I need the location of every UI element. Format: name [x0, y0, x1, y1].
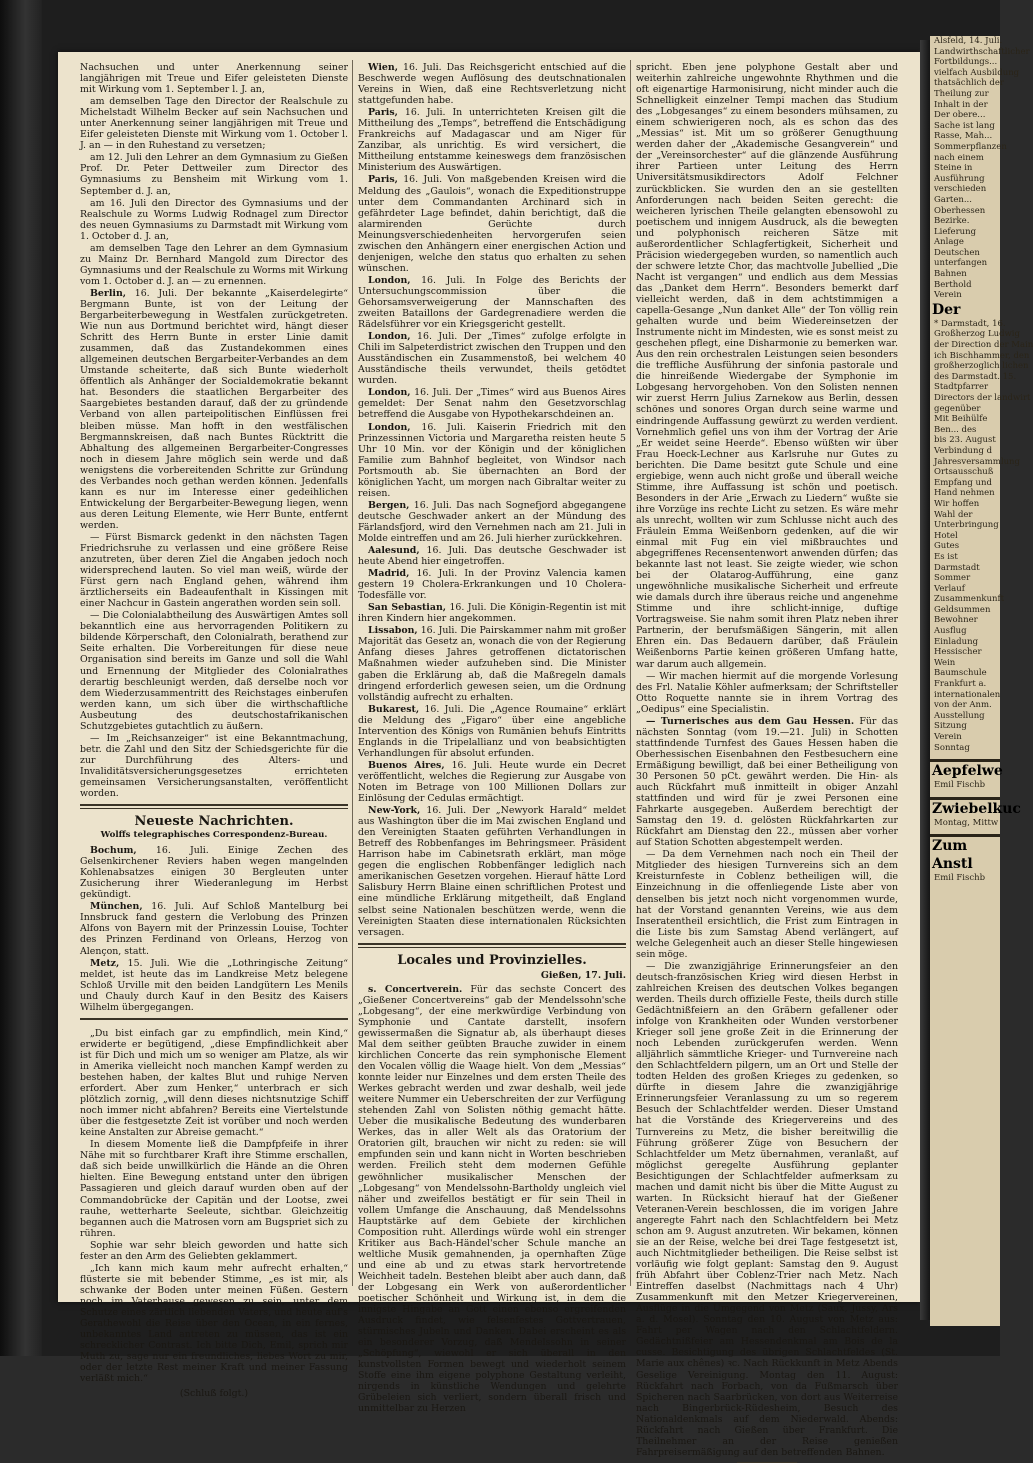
dateline-place: Berlin, [90, 287, 127, 299]
adjacent-page-text [930, 573, 1005, 753]
adjacent-page-line: Verein [934, 290, 962, 301]
section-rule [80, 804, 348, 806]
adjacent-page-line: Mit Beihülfe [934, 414, 988, 425]
advert-title: Zum Anstl [932, 838, 973, 873]
adjacent-page-line: Verlauf [934, 583, 965, 594]
continuation-note: (Schluß folgt.) [179, 1388, 249, 1400]
news-item [80, 901, 348, 956]
adjacent-page-line: Fortbildungs... [934, 57, 998, 68]
news-item [358, 275, 626, 330]
advert [930, 834, 1000, 884]
adjacent-page-line: Ausführung [934, 173, 985, 184]
news-item [358, 568, 626, 601]
paragraph: — Im „Reichsanzeiger“ ist eine Bekanntmachung, betr. die Zahl und den Sitz der Schiedsgerichte für die zur Durchführung des Alters- und Invaliditätsversicherungsgesetzes errichteten gemeinsamen Versicherungsanstalten, veröffentlicht worden. [80, 732, 348, 800]
section-rule [358, 943, 626, 945]
news-item [80, 958, 348, 1013]
adjacent-page-line: Hand nehmen [934, 488, 995, 499]
news-item [358, 760, 626, 804]
adjacent-page-line: Inhalt in der [934, 99, 988, 110]
section-title: Neueste Nachrichten. [134, 814, 294, 830]
article-text: Für das nächsten Sonntag (vom 19.—21. Juli) in Schotten stattfindende Turnfest des Gaues Hessen haben die Oberhessischen Eisenbahnen den Festbesuchern eine Ermäßigung bewilligt, daß bei einer Betheiligung von 30 Personen 50 pCt. gewährt werden. Die Hin- als auch Rückfahrt muß inmitteilt in obiger Anzahl stattfinden und wird für je zwei Personen eine Fahrkarte ausgegeben. Außerdem berechtigt der Samstag den 19. d. gelösten Rückfahrkarten zur Rückfahrt am Dienstag den 22., müssen aber vorher auf Station Schotten abgestempelt werden. [636, 715, 899, 849]
adjacent-page-line: Großherzog Ludwig [934, 329, 1020, 340]
dateline-place: Paris, [368, 174, 398, 186]
advert-line: Montag, Mittw [934, 817, 999, 828]
adjacent-page-line: Zusammenkunft [934, 594, 1005, 605]
dateline-place: New-York, [368, 805, 421, 817]
adjacent-page-line: Hotel [934, 530, 958, 541]
adjacent-page-line: Theilung zur [934, 88, 989, 99]
adjacent-page-line: Gutes [934, 541, 960, 552]
news-item-berlin [80, 288, 348, 531]
dateline-place: London, [368, 274, 411, 286]
news-text: 16. Juli. Kaiserin Friedrich mit den Prinzessinnen Victoria und Margaretha reisten heute 5 Uhr 10 Min. vor der Königin und der königlichen Familie zum Bahnhof begleitet, von Windsor nach Portsmouth ab. Sie übernachten an Bord der königlichen Yacht, um morgen nach Gibraltar weiter zu reisen. [358, 421, 626, 499]
column-left [80, 62, 349, 1400]
book-binding [0, 0, 42, 1356]
news-text: 16. Juli. Der „Times“ zufolge erfolgte in Chili im Salpeterdistrict zwischen den Truppen und den Ausständischen ein Zusammenstoß, bei welchem 40 Ausständische theils verwundet, theils getödtet wurden. [358, 331, 626, 387]
news-item [358, 602, 626, 624]
adjacent-page-line: Jahresversammlung [934, 456, 1020, 467]
dateline-place: Bochum, [90, 845, 137, 857]
paragraph: am demselben Tage den Lehrer an dem Gymnasium zu Mainz Dr. Bernhard Mangold zum Director des Gymnasiums und der Realschule zu Worms mit Wirkung vom 1. October d. J. an — zu ernennen. [80, 242, 348, 287]
adjacent-page-line: internationalen [934, 689, 1001, 700]
adjacent-page-line: gegenüber [934, 403, 981, 414]
adjacent-page-line: Empfang und [934, 477, 992, 488]
adjacent-page-line: Rasse, Mah... [934, 131, 993, 142]
paragraph: — Die Colonialabtheilung des Auswärtigen Amtes soll bekanntlich eine aus hervorragenden Politikern zu bildende Körperschaft, den Colonialrath, berathend zur Seite erhalten. Die Vorbereitungen für diese neue Organisation sind bereits im Ganze und soll die Wahl und Ernennung der Mitglieder des Colonialrathes derartig beschleunigt werden, daß derselbe noch vor dem Wiederzusammentritt des Reichstages einberufen werden kann, um sich über die wirthschaftliche Ausbeutung des deutschostafrikanischen Schutzgebietes gutachtlich zu äußern. [80, 610, 348, 732]
advert [930, 797, 1021, 829]
news-item [358, 500, 626, 544]
dateline-place: Madrid, [368, 568, 410, 580]
news-item [358, 625, 626, 702]
adjacent-page-line: von der Anm. [934, 700, 992, 711]
dateline-place: Bukarest, [368, 703, 420, 715]
adjacent-page-line: Deutschen [934, 247, 980, 258]
adjacent-page-edge [930, 36, 1033, 1326]
adjacent-page-line: Es ist [934, 551, 958, 562]
adjacent-page-line: * Darmstadt, 16. [934, 318, 1006, 329]
dateline-place: Aalesund, [368, 545, 420, 557]
news-text: 16. Juli. In Folge des Berichts der Untersuchungscommission über die Gehorsamsverweigerung der Mannschaften des zweiten Bataillons der Gardegrenadiere werden die Rädelsführer vor ein Kriegsgericht gestellt. [358, 274, 626, 331]
news-text: 16. Juli. Die Königin-Regentin ist mit ihren Kindern hier angekommen. [358, 602, 627, 625]
paragraph: Nachsuchen und unter Anerkennung seiner langjährigen mit Treue und Eifer geleisteten Dienste mit Wirkung vom 1. September l. J. an, [80, 62, 348, 96]
adjacent-page-line: vielfach Ausbildung [934, 67, 1020, 78]
news-text: 16. Juli. Die Pairskammer nahm mit großer Majorität das Gesetz an, wonach die von der Regierung Anfang dieses Jahres getroffenen dictatorischen Maßnahmen wieder aufzuheben sind. Die Minister gaben die Erklärung ab, daß die Maßregeln damals dringend erforderlich gewesen seien, um die Ordnung vollständig aufrecht zu erhalten. [358, 625, 626, 703]
adjacent-page-line: Ausflug [934, 626, 967, 637]
adjacent-page-line: Der obere... [934, 110, 986, 121]
adjacent-page-line: Berthold [934, 279, 972, 290]
adjacent-page-text [930, 318, 1033, 573]
news-text: 16. Juli. Das Reichsgericht entschied auf die Beschwerde wegen Auflösung des deutschnationalen Vereins in Wien, daß eine Rechtsverletzung nicht stattgefunden habe. [358, 62, 626, 107]
adjacent-page-line: Sommerpflanzen [934, 141, 1007, 152]
news-text: 16. Juli. Von maßgebenden Kreisen wird die Meldung des „Gaulois“, wonach die Expeditionstruppe unter dem Commandanten Archinard sich in gefährdeter Lage befindet, dahin berichtigt, daß die alarmirenden Gerüchte durch Meinungsverschiedenheiten hervorgerufen seien zwischen den Anhängern einer energischen Action und denjenigen, welche den status quo erhalten zu sehen wünschen. [358, 174, 626, 274]
paragraph: am 16. Juli den Director des Gymnasiums und der Realschule zu Worms Ludwig Rodnagel zum Director des neuen Gymnasiums zu Darmstadt mit Wirkung vom 1. October d. J. an, [80, 197, 348, 242]
column-rule [630, 60, 631, 1286]
adjacent-page-line: der Direction der Main [934, 340, 1033, 351]
adjacent-page-line: Oberhessen [934, 205, 986, 216]
paragraph: — Fürst Bismarck gedenkt in den nächsten Tagen Friedrichsruhe zu verlassen und eine größere Reise anzutreten, über deren Ziel die Angaben jedoch noch widersprechend lauten. So viel man weiß, würde der Fürst gern nach England gehen, während ihm ärztlicherseits ein Badeaufenthalt in Kissingen mit einer Nachcur in Gastein angerathen worden sein soll. [80, 531, 348, 610]
adjacent-page-line: Bezirke. [934, 216, 970, 227]
dateline-place: London, [368, 331, 411, 343]
dateline-place: London, [368, 421, 411, 433]
adjacent-page-line: Verbindung d [934, 445, 993, 456]
adjacent-page-line: Sitzung [934, 721, 967, 732]
news-text: 16. Juli. Auf Schloß Mantelburg bei Innsbruck fand gestern die Verlobung des Prinzen Alfons von Bayern mit der Prinzessin Louise, Tochter des Prinzen Ferdinand von Orleans, Herzog von Alençon, statt. [80, 901, 348, 957]
paragraph: — Die zwanzigjährige Erinnerungsfeier an den deutsch-französischen Krieg wird diesen Herbst in zahlreichen Kreisen des deutschen Volkes begangen werden. Theils durch offizielle Feste, theils durch stille Gedächtnißfeiern an den Gräbern gefallener oder infolge von Krankheiten oder Wunden verstorbener Krieger soll jene große Zeit in die Erinnerung der noch Lebenden zurückgerufen werden. Wenn alljährlich sämmtliche Krieger- und Turnvereine nach den Schlachtfeldern pilgern, um an Ort und Stelle der todten Helden des großen Krieges zu gedenken, so dürfte in diesem Jahre die zwanzigjährige Erinnerungsfeier Veranlassung zu um so regerem Besuch der Schlachtfelder werden. Dieser Umstand hat die Vorstände des Kriegervereins und des Turnvereins zu Metz, die bisher bereitwillig die Führung größerer Züge von Besuchern der Schlachtfelder um Metz übernahmen, veranlaßt, auf möglichst geregelte Ausführung geplanter Besichtigungen der Schlachtfelder aufmerksam zu machen und damit nicht bis über die Mitte August zu warten. In Rücksicht hierauf hat der Gießener Veteranen-Verein beschlossen, die im vorigen Jahre angeregte Fahrt nach den Schlachtfeldern bei Metz schon am 9. August anzutreten. Wir bekamen, können sie an der Reise, welche bei drei Tage festgesetzt ist, auch Nichtmitglieder betheiligen. Die Reise selbst ist vorläufig wie folgt geplant: Samstag den 9. August früh Abfahrt über Coblenz-Trier nach Metz. Nach Eintreffen daselbst (Nachmittags nach 4 Uhr) Zusammenkunft mit den Metzer Kriegervereinen, Ausflüge in die Umgegend von Metz (Saux, Jussy, Ars a. d. Mosel). Sonntag den 10. August von Metz aus: Fahrt per Wagen nach den Schlachtfeldern. Gedächtnißfeier am Hessendenkmal am Bois de la cusse. Besichtigung des übrigen Schlachtfeldes (St. Marie aux chênes) ꝛc. Nach Rückkunft in Metz Abends Geselige Vereinigung. Montag den 11. August: Rückfahrt nach Forbach, von da Fußmarsch über Spicheren nach Saarbrücken, von dort aus Weiterreise nach Bingerbrück-Rüdesheim, Besuch des Nationaldenkmals auf dem Niederwald. Abends: Rückfahrt nach Gießen über Frankfurt. Die Theilnehmer an der Reise genießen Fahrpreisermäßigung auf den betreffenden Bahnen. [636, 960, 899, 1458]
advert [930, 759, 1003, 791]
news-text: 16. Juli. Das deutsche Geschwader ist heute Abend hier eingetroffen. [358, 545, 626, 568]
adjacent-page-line: nach einem [934, 152, 984, 163]
news-text: 16. Juli. Der „Newyork Harald“ meldet aus Washington über die im Mai zwischen England und den Vereinigten Staaten geführten Verhandlungen in Betreff des Robbenfanges im Behringsmeer. Präsident Harrison habe im Cabinetsrath erklärt, man möge gegen die englischen Robbenfänger lediglich nach amerikanischen Gesetzen vorgehen. Hierauf hätte Lord Salisbury Herrn Blaine einen schriftlichen Protest und eine mündliche Erklärung mitgetheilt, daß England selbst seine Nationalen beschützen werde, wenn die Vereinigten Staaten diese internationalen Rücksichten versagen. [358, 805, 626, 938]
news-item [358, 107, 626, 173]
adjacent-page-line: Wir hoffen [934, 498, 980, 509]
adjacent-page-heading: Der [932, 301, 961, 318]
adjacent-page-line: Ausstellung [934, 710, 985, 721]
article-head: s. Concertverein. [368, 983, 463, 995]
adjacent-page-line: Sonntag [934, 742, 970, 753]
section-rule [80, 1018, 348, 1020]
article-concert [358, 984, 626, 1415]
adjacent-page-line: Verein [934, 732, 962, 742]
paragraph: spricht. Eben jene polyphone Gestalt aber und weiterhin zahlreiche ungewohnte Rhythmen und die oft eigenartige Harmonisirung, nicht minder auch die Schnelligkeit einzelner Tempi machen das Studium des „Lobgesanges“ zu einem besonders mühsamen, zu einem schwierigeren noch, als es schon das des „Messias“ ist. Mit um so größerer Genugthuung werden daher der „Akademische Gesangverein“ und der „Vereinsorchester“ auf die glänzende Ausführung ihrer Partieen unter Leitung des Herrn Universitätsmusikdirectors Adolf Felchner zurückblicken. Sie wurden den an sie gestellten Anforderungen nach beiden Seiten gerecht: die weicheren lyrischen Theile gelangten ebensowohl zu poetischem und innigem Ausdruck, als die bewegten und polyphonisch reicheren Sätze mit außerordentlicher Schlagfertigkeit, Sicherheit und Präcision wiedergegeben wurden, so namentlich auch der schwere letzte Chor, das machtvolle Jubellied „Die Nacht ist vergangen“ und endlich aus dem Messias das „Danket dem Herrn“. Besonders bemerkt darf vielleicht werden, daß in dem achtstimmigen a capella-Gesange „Nun danket Alle“ der Ton völlig rein gehalten wurde und beim Wiedereinsetzen der Instrumente nicht im Mindesten, wie es sonst meist zu geschehen pflegt, eine Disharmonie zu bemerken war. Aus den rein orchestralen Leistungen seien besonders die treffliche Ausführung der sinfonia pastorale und die hinreißende Wiedergabe der Symphonie im Lobgesang hervorgehoben. Von den Solisten nennen wir zuerst Herrn Julius Zarnekow aus Berlin, dessen schönes und sonores Organ durch seine warme und eindringende Auffassung gewürzt zu werden verdient. Vornehmlich gefiel uns von ihm der Vortrag der Arie „Er weidet seine Heerde“. Ebenso wüßten wir über Frau Hoeck-Lechner aus Karlsruhe nur Gutes zu berichten. Die Dame besitzt gute Schule und eine ergiebige, wenn auch nicht große und überall weiche Stimme, ihre Auffassung ist schön und poetisch. Besonders in der Arie „Erwach zu Liedern“ wußte sie ihre Vorzüge ins rechte Licht zu setzen. Es wäre mehr als unrecht, wollten wir zum Schlusse nicht auch des Fräulein Emma Weißenborn gedenken, auf die wir einmal mit Fug ein viel mißbrauchtes und abgegriffenes Recensentenwort anwenden dürfen; das bekannte last not least. Sie zeigte wieder, wie schon bei der Olatarog-Aufführung, eine ganz ungewöhnliche musikalische Sicherheit und erfreute wie damals durch ihre überaus reiche und angenehme Stimme und ihre schlicht-innige, duftige Vortragsweise. Sie nahm somit ihren Platz neben ihrer Partnerin, der berufsmäßigen Sängerin, mit allen Ehren ein. Das Bedauern darüber, daß Fräulein Weißenborns Partie keinen größeren Umfang hatte, war darum auch allgemein. [636, 62, 898, 670]
page-gutter [920, 40, 930, 1320]
dateline-place: London, [368, 387, 411, 399]
section-title: Locales und Provinzielles. [397, 952, 587, 968]
adjacent-page-line: Landwirthschaftlicher [934, 46, 1030, 57]
newspaper-page [58, 52, 920, 1458]
news-item [80, 845, 348, 900]
adjacent-page-line: Alsfeld, 14. Juli. [934, 36, 1003, 46]
adjacent-page-line: Hessischer [934, 647, 982, 658]
story-paragraph: Sophie war sehr bleich geworden und hatte sich fester an den Arm des Geliebten geklammert. [80, 1239, 348, 1262]
column-middle [358, 62, 627, 1415]
article-turnen [636, 716, 898, 849]
news-item [358, 704, 626, 759]
adjacent-page-line: thatsächlich der [934, 78, 1004, 89]
advert-title: Aepfelwe [932, 763, 1003, 780]
paragraph: — Da dem Vernehmen nach noch ein Theil der Mitglieder des hiesigen Turnvereins sich an dem Kreisturnfeste in Coblenz betheiligen will, die Einzeichnung in die offenliegende Liste aber von denselben bis jetzt noch nicht vorgenommen wurde, hat der Vorstand genannten Vereins, wie aus dem Inseratentheil ersichtlich, die Frist zum Eintragen in die Liste bis zum Samstag Abend verlängert, auf welche Gelegenheit auch an dieser Stelle hingewiesen sein möge. [636, 849, 898, 960]
news-text: 16. Juli. In der Provinz Valencia kamen gestern 19 Cholera-Erkrankungen und 10 Cholera-Todesfälle vor. [358, 568, 626, 602]
dateline-place: Paris, [368, 107, 398, 119]
adjacent-page-line: bis 23. August [934, 435, 996, 446]
section-rule [80, 808, 348, 809]
paragraph: am demselben Tage den Director der Realschule zu Michelstadt Wilhelm Becker auf sein Nachsuchen und unter Anerkennung seiner langjährigen mit Treue und Eifer geleisteten Dienste mit Wirkung vom 1. October l. J. an — in den Ruhestand zu versetzen; [80, 96, 348, 152]
adjacent-page-line: Steine in [934, 163, 973, 174]
dateline-place: San Sebastian, [368, 602, 447, 614]
adjacent-page-line: Ben... des [934, 424, 977, 435]
advert-line: Emil Fischb [934, 780, 986, 791]
article-head: — Turnerisches aus dem Gau Hessen. [646, 715, 855, 727]
adjacent-page-line: Bewohner [934, 615, 978, 626]
advert-title: Zwiebelkuc [932, 800, 1021, 817]
dateline-place: Lissabon, [368, 625, 418, 637]
adjacent-page-line: Darmstadt [934, 562, 980, 573]
adjacent-page-line: Lieferung [934, 226, 977, 237]
adjacent-page-line: Unterbringung [934, 520, 999, 531]
news-text: 16. Juli. Das nach Sognefjord abgegangene deutsche Geschwader ankert an der Mündung des Färlandsfjord, wird den Vernehmen nach am 21. Juli in Molde eintreffen und am 26. Juli hierher zurückkehren. [358, 499, 627, 544]
dateline: Gießen, 17. Juli. [540, 969, 626, 981]
dateline-place: München, [90, 901, 143, 913]
story-paragraph: „Ich kann mich kaum mehr aufrecht erhalten,“ flüsterte sie mit bebender Stimme, „es ist mir, als schwanke der Boden unter meinen Füßen. Gestern noch im Vaterhause gewesen zu sein, unter dem Schutze eines zärtlich liebenden Vaters, und heute auf's Gerathewohl die Reise über den Ocean, in ein fernes, unbekanntes Land antreten zu müssen, das ist ein schrecklicher Contrast. Ich bitte Dich, Emil, sprich mir Muth zu, sage nur ein freundliches, liebes Wort zu mir, oder der letzte Rest meiner Kraft und meiner Fassung verläßt mich.“ [80, 1262, 348, 1385]
adjacent-page-line: Baumschule [934, 668, 987, 679]
paragraph: am 12. Juli den Lehrer an dem Gymnasium zu Gießen Prof. Dr. Peter Dettweiler zum Director des Gymnasiums zu Bensheim mit Wirkung vom 1. September d. J. an, [80, 152, 348, 197]
news-text: 16. Juli. In unterrichteten Kreisen gilt die Mittheilung des „Temps“, betreffend die Entschädigung Frankreichs auf Madagascar und am Niger für Zanzibar, als unrichtig. Es wird versichert, die Mittheilung entstamme keineswegs dem französischen Ministerium des Auswärtigen. [358, 107, 627, 174]
advert-line: Emil Fischb [934, 873, 986, 884]
dateline-place: Bergen, [368, 499, 410, 511]
adjacent-page-line: verschieden [934, 184, 987, 195]
article-text: Für das sechste Concert des „Gießener Concertvereins“ gab der Mendelssohn'sche „Lobgesang“, der eine merkwürdige Verbindung von Symphonie und Cantate darstellt, insofern gewissermaßen die Signatur ab, als überhaupt dieses Mal dem seither geübten Brauche zuwider in einem kirchlichen Concerte das rein symphonische Element den Vocalen völlig die Waage hielt. Von dem „Messias“ konnte leider nur Einzelnes und dem ersten Theile des Werkes gebracht werden und zwar deshalb, weil jede weitere Nummer ein Ueberschreiten der zur Verfügung stehenden Zahl von Solisten nöthig gemacht hätte. Ueber die musikalische Bedeutung des wunderbaren Werkes, das in aller Welt als das Oratorium der Oratorien gilt, brauchen wir nicht zu reden: sie will empfunden sein und kann nicht in Worten beschrieben werden. Freilich steht dem modernen Gefühle gewöhnlicher musikalischer Menschen der „Lobgesang“ von Mendelssohn-Bartholdy ungleich viel näher und zweifellos bestätigt er für sein Theil in vollem Umfange die Anschauung, daß Mendelssohns Hauptstärke auf dem Gebiete der kirchlichen Composition ruht. Allerdings würde wohl ein strenger Kritiker aus Bach-Händel'scher Schule manche an weltliche Musik gemahnenden, ja opernhaften Züge und eine ab und zu etwas stark hervortretende Weichheit tadeln. Bestehen bleibt aber auch dann, daß der Lobgesang ein Werk von außerordentlicher poetischer Schönheit und Wirkung ist, in dem die innigste Hingabe an Gott einen ebenso ergreifenden Ausdruck findet, wie felsenfestes Gottvertrauen, stürmisches Jubeln und Danken. Dabei erscheint es als ein besonderer Vorzug, daß Mendelssohn in seiner „Schöpfung“, wiewohl er sich überall in den kunstvollsten Formen bewegt und wiederholt seinem Stoffe eine ihm eigene polyphone Gestaltung verleiht, nirgends in künstliche Wendungen und gelehrte Grübeleien sich verliert, sondern überall frisch und unmittelbar zu Herzen [358, 983, 626, 1415]
news-text: 16. Juli. Der bekannte „Kaiserdelegirte“ Bergmann Bunte, ist von der Leitung der Bergarbeiterbewegung in Westfalen zurückgetreten. Wie nun aus Dortmund berichtet wird, hängt dieser Schritt des Herrn Bunte in erster Linie damit zusammen, daß das Zustandekommen eines allgemeinen deutschen Bergarbeiter-Verbandes an dem Umstande scheiterte, daß sich Bunte wiederholt öffentlich als Anhänger der Socialdemokratie bekannt hat. Besonders die staatlichen Bergarbeiter des Saargebietes bestanden darauf, daß der zu gründende Verband von allen parteipolitischen Einflüssen frei bleiben müsse. Man hofft in den westfälischen Bergmannskreisen, daß nach Buntes Rücktritt die Abhaltung des allgemeinen Bergarbeiter-Congresses noch in diesem Jahre möglich sein werde und daß wenigstens die vorbereitenden Schritte zur Gründung des Verbandes noch gethan werden können. Jedenfalls kann es nur im Interesse einer gedeihlichen Entwickelung der Bergarbeiter-Bewegung liegen, wenn aus deren Leitung Elemente, wie Herr Bunte, entfernt werden. [80, 287, 348, 531]
story-paragraph: „Du bist einfach gar zu empfindlich, mein Kind,“ erwiderte er begütigend, „diese Empfindlichkeit aber ist für Dich und mich um so weniger am Platze, als wir in Amerika vielleicht noch manchen Kampf werden zu bestehen haben, der kaltes Blut und ruhige Nerven erfordert. Aber zum Henker,“ unterbrach er sich plötzlich zornig, „will denn dieses nichtsnutzige Schiff noch immer nicht abfahren? Bereits eine Viertelstunde über die festgesetzte Zeit ist vorüber und noch werden keine Anstalten zur Abreise gemacht.“ [80, 1027, 348, 1139]
adjacent-page-line: Garten... [934, 194, 972, 205]
news-item [358, 422, 626, 499]
adjacent-page-line: Geldsummen [934, 604, 991, 615]
news-item [358, 174, 626, 273]
adjacent-page-line: des Darmstadt. 15. [934, 371, 1017, 382]
adjacent-page-text [930, 36, 1030, 301]
adjacent-page-line: Wahl der [934, 509, 973, 520]
adjacent-page-line: Anlage [934, 237, 964, 248]
news-item [358, 805, 626, 938]
dateline-place: Metz, [90, 957, 120, 969]
column-rule [352, 60, 353, 1286]
dateline-place: Buenos Aires, [368, 759, 445, 771]
news-text: 16. Juli. Der „Times“ wird aus Buenos Aires gemeldet: Der Senat nahm den Gesetzvorschlag betreffend die Ausgabe von Hypothekarschdeinen an. [358, 387, 626, 421]
dateline-place: Wien, [368, 62, 398, 73]
paragraph: — Wir machen hiermit auf die morgende Vorlesung des Frl. Natalie Köhler aufmerksam; der Schriftsteller Otto Roquette nannte sie in ihrem Vortrag des „Oedipus“ eine Specialistin. [636, 670, 898, 715]
adjacent-page-line: Stadtpfarrer [934, 382, 989, 393]
adjacent-page-line: Bahnen [934, 269, 967, 280]
section-rule [358, 947, 626, 948]
adjacent-page-line: Directors der landwirt [934, 393, 1031, 403]
adjacent-page-line: großherzoglich lichen [934, 361, 1029, 372]
section-subtitle: Wolffs telegraphisches Correspondenz-Bureau. [100, 830, 328, 841]
adjacent-page-line: unterfangen [934, 258, 988, 269]
story-paragraph: In diesem Momente ließ die Dampfpfeife in ihrer Nähe mit so furchtbarer Kraft ihre Stimme erschallen, daß sich beide unwillkürlich die Hände an die Ohren hielten. Eine Bewegung entstand unter den übrigen Passagieren und gleich darauf wurden oben auf der Commandobrücke der Capitän und der Lootse, zwei rauhe, wetterharte Seeleute, sichtbar. Gleichzeitig begannen auch die Matrosen vorn am Bugspriet sich zu rühren. [80, 1139, 348, 1239]
adjacent-page-line: Wein [934, 657, 956, 668]
news-text: 16. Juli. Heute wurde ein Decret veröffentlicht, welches die Regierung zur Ausgabe von Noten im Betrage von 100 Millionen Dollars zur Einlösung der Cedulas ermächtigt. [358, 759, 626, 805]
adjacent-page-line: Frankfurt a. [934, 679, 987, 690]
adjacent-page-line: Ortsausschuß [934, 467, 994, 478]
adjacent-page-line: Einladung [934, 636, 979, 647]
news-item [358, 387, 626, 420]
adjacent-page-line: Sache ist lang [934, 120, 995, 131]
news-item [358, 545, 626, 567]
news-text: 16. Juli. Die „Agence Roumaine“ erklärt die Meldung des „Figaro“ über eine angebliche Intervention des Königs von Rumänien behufs Eintritts Englands in die Tripelallianz und von beabsichtigten Verhandlungen für absolut erfunden. [358, 703, 626, 759]
news-item [358, 331, 626, 386]
news-item [358, 62, 626, 106]
news-text: 16. Juli. Einige Zechen des Gelsenkirchener Reviers haben wegen mangelnden Kohlenabsatzes einigen 30 Bergleuten unter Zusicherung ihrer Wiederanlegung im Herbst gekündigt. [80, 845, 349, 901]
adjacent-page-line: ich Bischhammer, den [934, 350, 1030, 361]
column-right [636, 62, 899, 1458]
news-text: 15. Juli. Wie die „Lothringische Zeitung“ meldet, ist heute das im Landkreise Metz belegene Schloß Urville mit den beiden Landgütern Les Menils und Chauly durch Kauf in den Besitz des Kaisers Wilhelm übergegangen. [80, 957, 349, 1013]
adjacent-page-line: Sommer [934, 573, 971, 584]
